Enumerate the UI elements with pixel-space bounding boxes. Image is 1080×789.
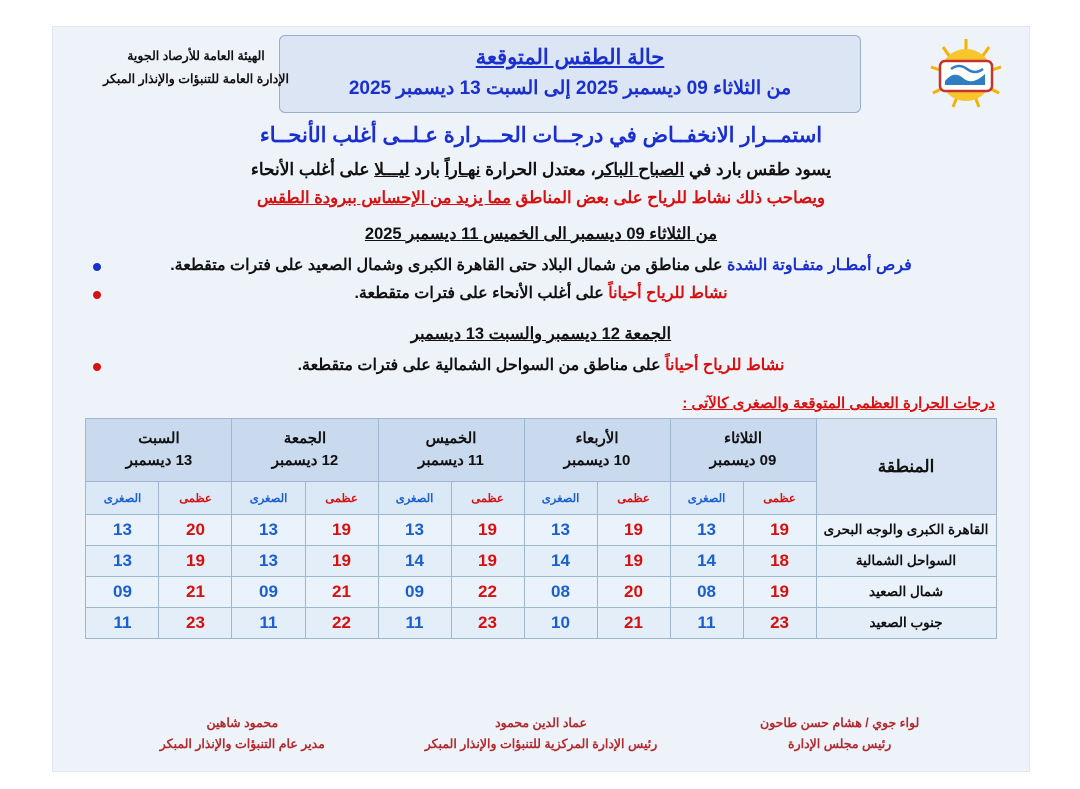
signature-title: مدير عام التنبؤات والإنذار المبكر (159, 736, 325, 751)
table-header-row (86, 419, 996, 482)
section-2-bullets (87, 352, 995, 380)
bullet-text-part: نشاط للرياح أحياناً (603, 285, 728, 302)
signature-center (392, 713, 691, 756)
subline-part-5: بارد (409, 160, 445, 179)
temp-min: 10 (524, 608, 597, 639)
temp-min: 14 (524, 546, 597, 577)
day-name: الأربعاء (575, 429, 619, 447)
temp-max: 19 (743, 515, 816, 546)
temp-max: 19 (159, 546, 232, 577)
day-name: الخميس (425, 429, 477, 447)
bullet-dot-icon (93, 291, 101, 299)
temp-min: 13 (86, 546, 159, 577)
day-date: 12 ديسمبر (271, 452, 339, 469)
column-header-day (378, 419, 524, 482)
signature-title: رئيس الإدارة المركزية للتنبؤات والإنذار المبكر (424, 736, 658, 751)
temp-max: 19 (743, 577, 816, 608)
temp-min: 09 (378, 577, 451, 608)
bullet-text-part: فرص أمطـار متفـاوتة الشدة (722, 257, 912, 274)
organization-line-1: الهيئة العامة للأرصاد الجوية (127, 49, 265, 63)
temp-max: 19 (451, 515, 524, 546)
subheader-min: الصغرى (86, 482, 159, 515)
subline-part-2: الصباح الباكر (595, 160, 685, 179)
temp-min: 11 (232, 608, 305, 639)
region-name: شمال الصعيد (816, 577, 996, 608)
warning-part-1: ويصاحب ذلك نشاط للرياح على بعض المناطق (510, 189, 825, 207)
day-name: السبت (138, 429, 180, 447)
temperature-table (85, 418, 996, 639)
subline-part-1: يسود طقس بارد في (684, 160, 832, 179)
temp-min: 13 (378, 515, 451, 546)
temp-min: 14 (670, 546, 743, 577)
region-name: القاهرة الكبرى والوجه البحرى (816, 515, 996, 546)
subline-part-4: نهـاراً (444, 160, 481, 179)
temp-max: 19 (305, 515, 378, 546)
temp-max: 20 (597, 577, 670, 608)
temp-min: 08 (524, 577, 597, 608)
organization-line-2: الإدارة العامة للتنبؤات والإنذار المبكر (103, 71, 289, 86)
list-item (87, 252, 995, 280)
temp-max: 19 (451, 546, 524, 577)
table-row (86, 546, 996, 577)
temp-min: 08 (670, 577, 743, 608)
section-2-title: الجمعة 12 ديسمبر والسبت 13 ديسمبر (410, 325, 672, 343)
page-subtitle: من الثلاثاء 09 ديسمبر 2025 إلى السبت 13 ديسمبر 2025 (348, 77, 792, 99)
column-header-day (86, 419, 232, 482)
bullet-text-part: على مناطق من شمال البلاد حتى القاهرة الكبرى وشمال الصعيد (303, 257, 723, 274)
temp-max: 22 (451, 577, 524, 608)
column-header-region: المنطقة (816, 419, 996, 515)
temperature-table-caption: درجات الحرارة العظمى المتوقعة والصغرى كالآتى : (682, 395, 995, 412)
day-date: 11 ديسمبر (418, 452, 484, 469)
bullet-dot-icon (93, 363, 101, 371)
table-row (86, 577, 996, 608)
temp-min: 14 (378, 546, 451, 577)
subheader-max: عظمى (451, 482, 524, 515)
subheader-max: عظمى (597, 482, 670, 515)
temp-min: 13 (670, 515, 743, 546)
forecast-subline (53, 160, 1029, 180)
day-date: 10 ديسمبر (563, 452, 631, 469)
subline-part-6: ليـــلا (374, 160, 410, 179)
temp-min: 13 (86, 515, 159, 546)
subline-part-3: ، معتدل الحرارة (480, 160, 596, 179)
temp-max: 20 (159, 515, 232, 546)
temp-min: 13 (232, 515, 305, 546)
temp-min: 13 (524, 515, 597, 546)
organization-name (71, 45, 321, 90)
temp-min: 13 (232, 546, 305, 577)
bullet-text-part: على مناطق من السواحل الشمالية على فترات متقطعة. (297, 357, 661, 374)
bulletin-title-box (279, 35, 861, 113)
day-date: 13 ديسمبر (125, 452, 193, 469)
forecast-section-1 (53, 224, 1029, 308)
signature-left (690, 713, 989, 756)
temp-max: 21 (597, 608, 670, 639)
subheader-max: عظمى (743, 482, 816, 515)
temp-max: 19 (597, 515, 670, 546)
bulletin-sheet (52, 26, 1030, 772)
column-header-day (670, 419, 816, 482)
list-item (87, 280, 995, 308)
section-1-bullets (87, 252, 995, 308)
temp-max: 21 (305, 577, 378, 608)
signature-right (93, 713, 392, 756)
day-date: 09 ديسمبر (709, 452, 777, 469)
temp-min: 09 (86, 577, 159, 608)
list-item (87, 352, 995, 380)
warning-part-2: مما يزيد من الإحساس ببرودة الطقس (257, 189, 511, 207)
subline-part-7: على أغلب الأنحاء (250, 160, 375, 179)
bullet-text-part: نشاط للرياح أحياناً (660, 357, 785, 374)
subheader-min: الصغرى (378, 482, 451, 515)
forecast-section-2 (53, 324, 1029, 380)
forecast-warning-line (53, 188, 1029, 208)
subheader-max: عظمى (305, 482, 378, 515)
temp-min: 11 (378, 608, 451, 639)
temp-max: 23 (743, 608, 816, 639)
temp-min: 09 (232, 577, 305, 608)
column-header-day (524, 419, 670, 482)
bullet-dot-icon (93, 263, 101, 271)
region-name: جنوب الصعيد (816, 608, 996, 639)
page-title: حالة الطقس المتوقعة (475, 46, 665, 69)
temp-max: 19 (305, 546, 378, 577)
temp-max: 19 (597, 546, 670, 577)
temp-min: 11 (670, 608, 743, 639)
table-row (86, 515, 996, 546)
subheader-min: الصغرى (524, 482, 597, 515)
column-header-day (232, 419, 378, 482)
day-name: الثلاثاء (724, 429, 763, 447)
signature-name: لواء جوي / هشام حسن طاحون (760, 715, 920, 730)
region-name: السواحل الشمالية (816, 546, 996, 577)
bullet-text-part: على أغلب الأنحاء على فترات متقطعة. (354, 285, 604, 302)
signature-name: عماد الدين محمود (495, 715, 587, 730)
temp-max: 23 (451, 608, 524, 639)
temp-max: 23 (159, 608, 232, 639)
temp-max: 22 (305, 608, 378, 639)
bulletin-header (53, 27, 1029, 119)
signature-title: رئيس مجلس الإدارة (788, 736, 892, 751)
bullet-text-part: على فترات متقطعة. (170, 257, 304, 274)
section-1-title: من الثلاثاء 09 ديسمبر الى الخميس 11 ديسمبر 2025 (364, 225, 718, 243)
signature-name: محمود شاهين (206, 715, 279, 730)
signature-footer (53, 713, 1029, 756)
subheader-max: عظمى (159, 482, 232, 515)
subheader-min: الصغرى (232, 482, 305, 515)
temp-min: 11 (86, 608, 159, 639)
temp-max: 18 (743, 546, 816, 577)
table-row (86, 608, 996, 639)
weather-authority-logo-icon (923, 37, 1009, 115)
temp-max: 21 (159, 577, 232, 608)
subheader-min: الصغرى (670, 482, 743, 515)
forecast-headline: استمــرار الانخفــاض في درجــات الحـــرارة عـلــى أغلب الأنحــاء (259, 124, 823, 147)
day-name: الجمعة (283, 429, 327, 447)
